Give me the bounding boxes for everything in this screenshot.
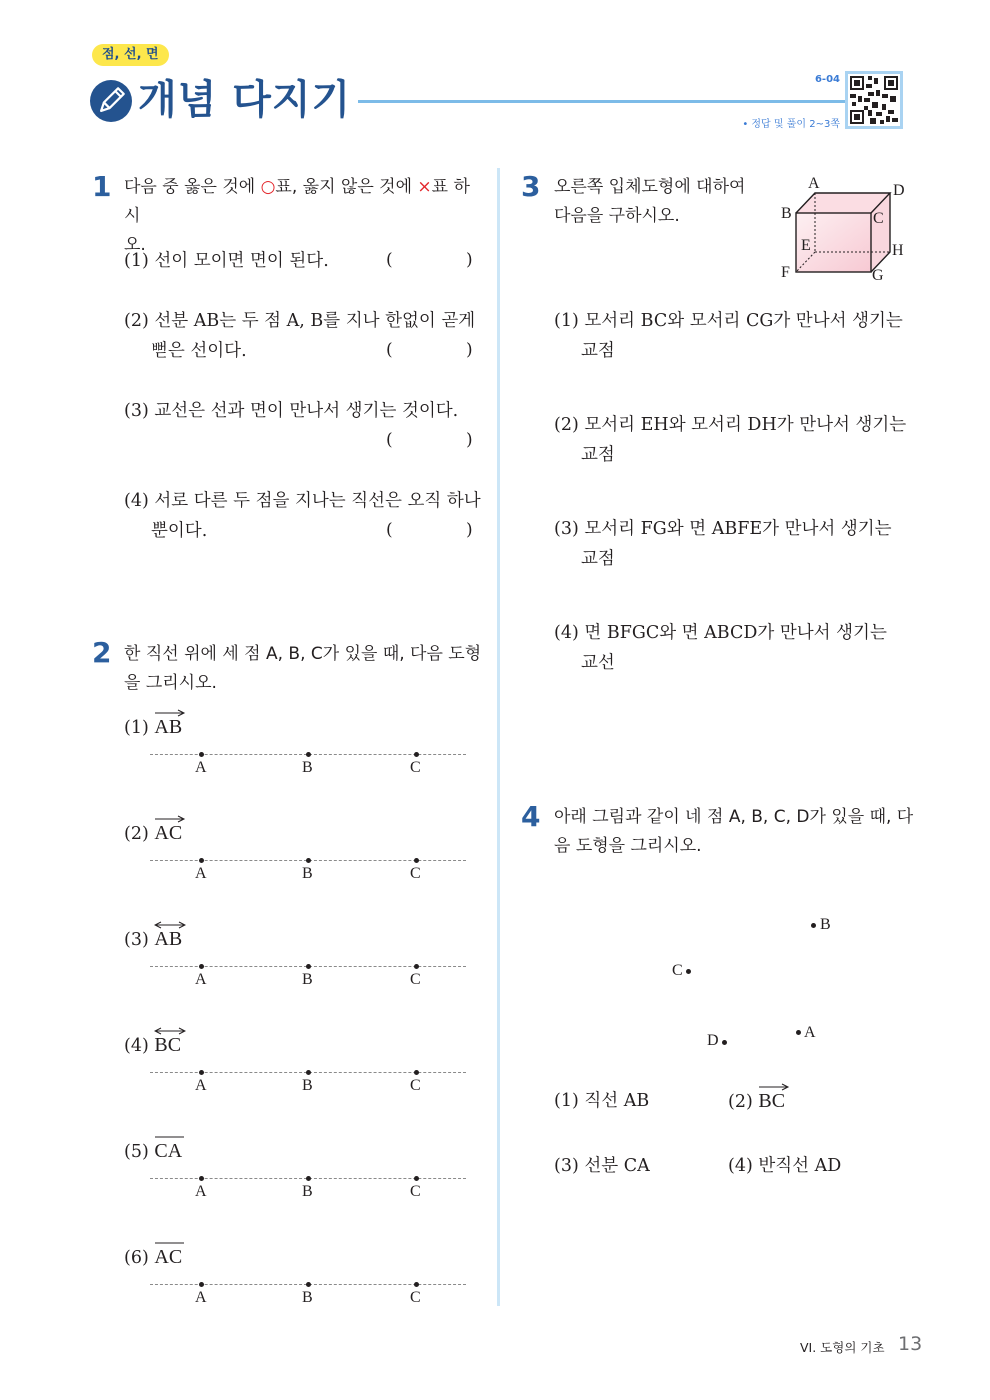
point-label: C: [410, 759, 421, 776]
item-label: (1): [554, 1091, 579, 1111]
segment-notation: [154, 1242, 182, 1272]
segment-bar-icon: [154, 1239, 186, 1247]
item-label: (3): [554, 519, 579, 539]
prompt-text: 한 직선 위에 세 점 A, B, C가 있을 때, 다음 도형: [124, 644, 482, 664]
point-dot: [796, 1030, 801, 1035]
prompt-text: 다음 중 옳은 것에: [124, 177, 261, 197]
ray-notation: [154, 712, 182, 742]
item-label: (3): [554, 1156, 579, 1176]
point-label: A: [195, 865, 207, 882]
item-symbol: AB: [154, 928, 183, 950]
vertex-label: H: [892, 242, 904, 259]
cross-mark: ×: [417, 177, 432, 197]
item-label: (2): [554, 415, 579, 435]
answer-paren-open: (: [386, 520, 393, 540]
question-number: 3: [521, 170, 541, 203]
q4-item: [728, 1086, 785, 1117]
item-label: (1): [124, 251, 149, 271]
prompt-text: 을 그리시오.: [124, 673, 217, 693]
prompt-text: 표 하시: [124, 177, 470, 226]
point-dot: [199, 752, 204, 757]
prompt-text: 아래 그림과 같이 네 점 A, B, C, D가 있을 때, 다: [554, 807, 914, 827]
point-label: C: [410, 1077, 421, 1094]
point-label: B: [820, 916, 831, 933]
item-label: (4): [124, 491, 149, 511]
q4-item: [554, 1151, 650, 1181]
qr-code[interactable]: [845, 71, 903, 129]
item-label: (2): [728, 1092, 753, 1112]
point-dot: [306, 964, 311, 969]
point-dot: [306, 1070, 311, 1075]
item-symbol: AC: [154, 822, 183, 844]
q1-item: [124, 396, 484, 426]
point-dot: [414, 1176, 419, 1181]
point-dot: [199, 1176, 204, 1181]
q3-item: [554, 306, 910, 366]
ray-arrow-icon: [154, 709, 186, 717]
item-label: (1): [554, 311, 579, 331]
point-dot: [199, 858, 204, 863]
item-text: 교점: [581, 549, 615, 569]
q4-item: [728, 1151, 841, 1181]
item-text: 모서리 EH와 모서리 DH가 만나서 생기는: [584, 415, 907, 435]
point-label: B: [302, 971, 313, 988]
item-label: (1): [124, 718, 149, 738]
point-label: A: [195, 971, 207, 988]
point-label: B: [302, 1183, 313, 1200]
item-text: 서로 다른 두 점을 지나는 직선은 오직 하나: [154, 491, 481, 511]
point-label: C: [410, 1289, 421, 1306]
header-rule: [358, 100, 846, 103]
line-notation: [154, 1030, 181, 1060]
item-symbol: BC: [154, 1034, 182, 1056]
point-dot: [306, 752, 311, 757]
question-prompt: [554, 173, 774, 231]
ray-notation: [154, 818, 182, 848]
point-label: A: [195, 1289, 207, 1306]
question-number: 4: [521, 800, 541, 833]
item-text: BC: [758, 1090, 786, 1112]
point-dot: [414, 1282, 419, 1287]
item-text: 선이 모이면 면이 된다.: [154, 251, 329, 271]
pencil-icon: [90, 80, 132, 122]
item-label: (4): [728, 1156, 753, 1176]
item-text: 반직선 AD: [758, 1156, 842, 1176]
content-code: 6-04: [814, 74, 840, 85]
page-number: 13: [898, 1333, 923, 1355]
point-label: C: [410, 971, 421, 988]
item-text: 선분 CA: [584, 1156, 650, 1176]
item-text: 직선 AB: [584, 1091, 650, 1111]
item-label: (6): [124, 1248, 149, 1268]
number-line[interactable]: [150, 854, 466, 884]
item-text: 교점: [581, 445, 615, 465]
point-label: B: [302, 1289, 313, 1306]
question-number: 2: [92, 636, 112, 669]
chapter-label: VI. 도형의 기초: [800, 1340, 885, 1355]
line-notation: [154, 924, 182, 954]
item-label: (4): [124, 1036, 149, 1056]
point-dot: [686, 969, 691, 974]
point-label: A: [195, 759, 207, 776]
answer-paren-close: ): [466, 430, 473, 450]
item-text: 뻗은 선이다.: [151, 341, 247, 361]
item-text: 교선은 선과 면이 만나서 생기는 것이다.: [154, 401, 459, 421]
item-text: 뿐이다.: [151, 521, 208, 541]
vertex-label: G: [872, 267, 884, 284]
q3-item: [554, 514, 910, 574]
segment-notation: [154, 1136, 182, 1166]
point-dot: [414, 1070, 419, 1075]
answer-paren-open: (: [386, 430, 393, 450]
answer-reference: • 정답 및 풀이 2~3쪽: [742, 119, 840, 130]
vertex-label: F: [781, 264, 790, 281]
item-text: 선분 AB는 두 점 A, B를 지나 한없이 곧게: [154, 311, 476, 331]
point-label: B: [302, 1077, 313, 1094]
answer-paren-open: (: [386, 250, 393, 270]
point-dot: [306, 858, 311, 863]
q2-item: [124, 712, 182, 743]
prompt-text: 오른쪽 입체도형에 대하여: [554, 177, 746, 197]
answer-paren-close: ): [466, 340, 473, 360]
vertex-label: C: [873, 210, 884, 227]
q3-item: [554, 618, 910, 678]
prompt-text: 음 도형을 그리시오.: [554, 836, 702, 856]
item-label: (3): [124, 401, 149, 421]
item-label: (4): [554, 623, 579, 643]
line-arrow-icon: [154, 1027, 186, 1035]
vertex-label: D: [893, 182, 905, 199]
point-label: C: [672, 962, 683, 979]
number-line[interactable]: [150, 1278, 466, 1308]
point-label: D: [707, 1032, 719, 1049]
point-dot: [199, 964, 204, 969]
answer-blank[interactable]: [396, 428, 462, 454]
point-label: A: [195, 1183, 207, 1200]
circle-mark: ○: [260, 177, 276, 197]
point-dot: [199, 1070, 204, 1075]
q2-item: [124, 924, 182, 955]
section-tag: 점, 선, 면: [92, 44, 169, 66]
item-text: 교점: [581, 341, 615, 361]
item-label: (5): [124, 1142, 149, 1162]
q3-item: [554, 410, 910, 470]
answer-blank[interactable]: [396, 338, 462, 364]
four-points-figure: [640, 900, 860, 1060]
point-label: C: [410, 1183, 421, 1200]
point-dot: [414, 752, 419, 757]
question-prompt: [124, 640, 484, 698]
item-symbol: AC: [154, 1246, 183, 1268]
point-dot: [414, 858, 419, 863]
column-divider: [497, 168, 500, 1306]
q2-item: [124, 1242, 182, 1273]
vertex-label: E: [801, 237, 811, 254]
prompt-text: 다음을 구하시오.: [554, 206, 680, 226]
answer-paren-close: ): [466, 520, 473, 540]
answer-blank[interactable]: [396, 518, 462, 544]
number-line[interactable]: [150, 748, 466, 778]
point-dot: [722, 1040, 727, 1045]
segment-bar-icon: [154, 1133, 186, 1141]
page-title: 개념 다지기: [138, 77, 352, 123]
question-number: 1: [92, 170, 112, 203]
point-label: A: [804, 1024, 816, 1041]
number-line[interactable]: [150, 960, 466, 990]
vertex-label: B: [781, 205, 792, 222]
item-text: 면 BFGC와 면 ABCD가 만나서 생기는: [584, 623, 887, 643]
prompt-text: 표, 옳지 않은 것에: [275, 177, 418, 197]
prompt-text: 오.: [124, 235, 146, 255]
q2-item: [124, 1030, 181, 1061]
point-label: B: [302, 865, 313, 882]
line-arrow-icon: [154, 921, 186, 929]
point-dot: [306, 1282, 311, 1287]
point-dot: [199, 1282, 204, 1287]
number-line[interactable]: [150, 1172, 466, 1202]
answer-paren-open: (: [386, 340, 393, 360]
q4-item: [554, 1086, 649, 1116]
point-dot: [414, 964, 419, 969]
item-label: (2): [124, 824, 149, 844]
item-symbol: CA: [154, 1140, 183, 1162]
item-label: (2): [124, 311, 149, 331]
item-text: 모서리 BC와 모서리 CG가 만나서 생기는: [584, 311, 903, 331]
question-prompt: [554, 803, 914, 861]
point-label: B: [302, 759, 313, 776]
q2-item: [124, 818, 182, 849]
item-label: (3): [124, 930, 149, 950]
ray-arrow-icon: [758, 1083, 790, 1091]
answer-blank[interactable]: [396, 248, 462, 274]
answer-paren-close: ): [466, 250, 473, 270]
q2-item: [124, 1136, 182, 1167]
point-label: C: [410, 865, 421, 882]
item-text: 모서리 FG와 면 ABFE가 만나서 생기는: [584, 519, 892, 539]
ray-notation: [758, 1086, 785, 1116]
ray-arrow-icon: [154, 815, 186, 823]
point-dot: [306, 1176, 311, 1181]
point-dot: [811, 923, 816, 928]
point-label: A: [195, 1077, 207, 1094]
item-symbol: AB: [154, 716, 183, 738]
number-line[interactable]: [150, 1066, 466, 1096]
item-text: 교선: [581, 653, 615, 673]
cuboid-figure: [770, 172, 910, 292]
vertex-label: A: [808, 175, 820, 192]
